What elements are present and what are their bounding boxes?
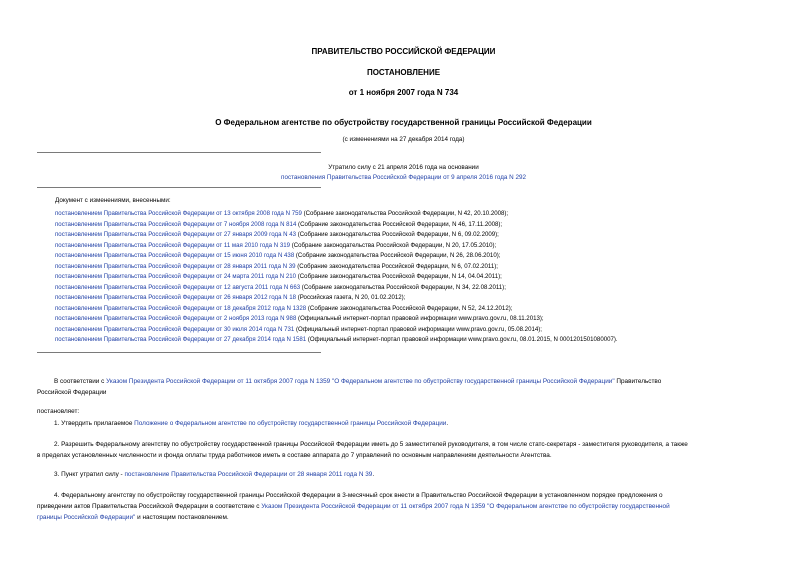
divider [37,187,321,188]
paragraph-2 [37,439,688,461]
paragraph-3 [54,469,374,480]
divider [37,352,321,353]
decree-link[interactable]: Указом Президента Российской Федерации от 11 октября 2007 года N 1359 "О Федеральном агентстве по обустройству государственной [261,503,670,510]
amendment-source: (Официальный интернет-портал правовой информации www.pravo.gov.ru, 08.01.2015, N 0001201501080007). [306,336,618,343]
amendment-item [55,252,500,259]
doc-type: ПОСТАНОВЛЕНИЕ [366,68,441,77]
amendment-source: (Собрание законодательства Российской Федерации, N 6, 09.02.2009); [296,231,499,238]
amendment-item [55,294,405,301]
amendment-link[interactable]: постановлением Правительства Российской Федерации от 13 октября 2008 года N 759 [55,210,302,217]
amendment-item [55,315,544,322]
amendment-source: (Официальный интернет-портал правовой информации www.pravo.gov.ru, 08.11.2013); [296,315,544,322]
amendment-link[interactable]: постановлением Правительства Российской Федерации от 12 августа 2011 года N 663 [55,284,301,291]
decree-link[interactable]: границы Российской Федерации" [37,514,136,521]
decree-link[interactable]: Указом Президента Российской Федерации от 11 октября 2007 года N 1359 "О Федеральном агентстве по обустройству государственной границы Российской Федерации" [106,378,615,385]
amendment-source: (Собрание законодательства Российской Федерации, N 42, 20.10.2008); [301,210,509,217]
amendment-link[interactable]: постановлением Правительства Российской Федерации от 2 ноября 2013 года N 988 [55,315,297,322]
amendment-link[interactable]: постановлением Правительства Российской Федерации от 15 июня 2010 года N 438 [55,252,295,259]
amendment-source: (Собрание законодательства Российской Федерации, N 14, 04.04.2011); [296,273,502,280]
paragraph-text: 3. Пункт утратил силу - [54,471,125,478]
amendment-source: (Собрание законодательства Российской Федерации, N 52, 24.12.2012); [306,305,513,312]
amendment-source: (Собрание законодательства Российской Федерации, N 34, 22.08.2011); [300,284,506,291]
amendment-link[interactable]: постановлением Правительства Российской Федерации от 7 ноября 2008 года N 814 [55,221,297,228]
amendment-source: (Собрание законодательства Российской Федерации, N 6, 07.02.2011); [295,263,498,270]
amendment-item [55,336,618,343]
preamble [37,376,770,398]
amendment-item [55,242,496,249]
amendment-item [55,221,502,228]
amendment-item [55,305,512,312]
amendment-item [55,210,508,217]
amendment-link[interactable]: постановлением Правительства Российской Федерации от 18 декабря 2012 года N 1328 [55,305,307,312]
amendment-item [55,273,502,280]
amendment-source: (Собрание законодательства Российской Федерации, N 26, 28.06.2010); [294,252,501,259]
paragraph-1 [54,418,448,429]
divider [37,152,321,153]
regulation-link[interactable]: Положение о Федеральном агентстве по обустройству государственной границы Российской Федерации [134,420,447,427]
paragraph-2-line2: в пределах установленных численности и фонда оплаты труда работников иметь в составе аппарата до 7 управлений по основным направлениям деятельности Агентства. [37,452,552,459]
paragraph-text: . [372,471,375,478]
paragraph-2-line1: 2. Разрешить Федеральному агентству по обустройству государственной границы Российской Федерации иметь до 5 заместителей руководителя, в том числе статс-секретаря - заместителя руководителя, а также [54,441,688,448]
paragraph-text: . [446,420,449,427]
amendment-item [55,326,542,333]
amendment-source: (Российская газета, N 20, 01.02.2012); [296,294,406,301]
government-name: ПРАВИТЕЛЬСТВО РОССИЙСКОЙ ФЕДЕРАЦИИ [311,47,496,56]
paragraph-text: и настоящим постановлением. [135,514,229,521]
amendments-intro: Документ с изменениями, внесенными: [55,197,171,204]
amendment-source: (Собрание законодательства Российской Федерации, N 20, 17.05.2010); [290,242,497,249]
amendment-link[interactable]: постановлением Правительства Российской Федерации от 27 декабря 2014 года N 1581 [55,336,307,343]
amendment-source: (Собрание законодательства Российской Федерации, N 46, 17.11.2008); [296,221,503,228]
amendment-link[interactable]: постановлением Правительства Российской Федерации от 30 июля 2014 года N 731 [55,326,295,333]
amendment-item [55,284,506,291]
paragraph-text: приведении актов Правительства Российской Федерации в соответствие с [37,503,262,510]
preamble-line2: Российской Федерации [37,389,107,396]
edition-note: (с изменениями на 27 декабря 2014 года) [342,136,465,143]
amendment-item [55,231,499,238]
resolves-text: постановляет: [37,408,80,415]
amendment-link[interactable]: постановлением Правительства Российской Федерации от 26 января 2012 года N 18 [55,294,297,301]
expired-link[interactable]: постановления Правительства Российской Федерации от 9 апреля 2016 года N 292 [281,174,526,181]
doc-title: О Федеральном агентстве по обустройству государственной границы Российской Федерации [215,118,592,127]
paragraph-4-line1: 4. Федеральному агентству по обустройству государственной границы Российской Федерации в 3-месячный срок внести в Правительство Российской Федерации в установленном порядке предложения о [54,492,663,499]
amendment-link[interactable]: постановлением Правительства Российской Федерации от 11 мая 2010 года N 319 [55,242,290,249]
doc-date-number: от 1 ноября 2007 года N 734 [348,88,459,97]
amendment-item [55,263,498,270]
amendment-link[interactable]: постановлением Правительства Российской Федерации от 27 января 2009 года N 43 [55,231,297,238]
paragraph-4 [37,490,670,523]
expired-note: Утратило силу с 21 апреля 2016 года на основании [328,164,479,171]
repeal-link[interactable]: постановление Правительства Российской Федерации от 28 января 2011 года N 39 [124,471,373,478]
preamble-text: В соответствии с [54,378,107,385]
preamble-text: Правительство [614,378,662,385]
amendment-source: (Официальный интернет-портал правовой информации www.pravo.gov.ru, 05.08.2014); [294,326,542,333]
amendment-link[interactable]: постановлением Правительства Российской Федерации от 24 марта 2011 года N 210 [55,273,297,280]
amendment-link[interactable]: постановлением Правительства Российской Федерации от 28 января 2011 года N 39 [55,263,296,270]
paragraph-text: 1. Утвердить прилагаемое [54,420,135,427]
